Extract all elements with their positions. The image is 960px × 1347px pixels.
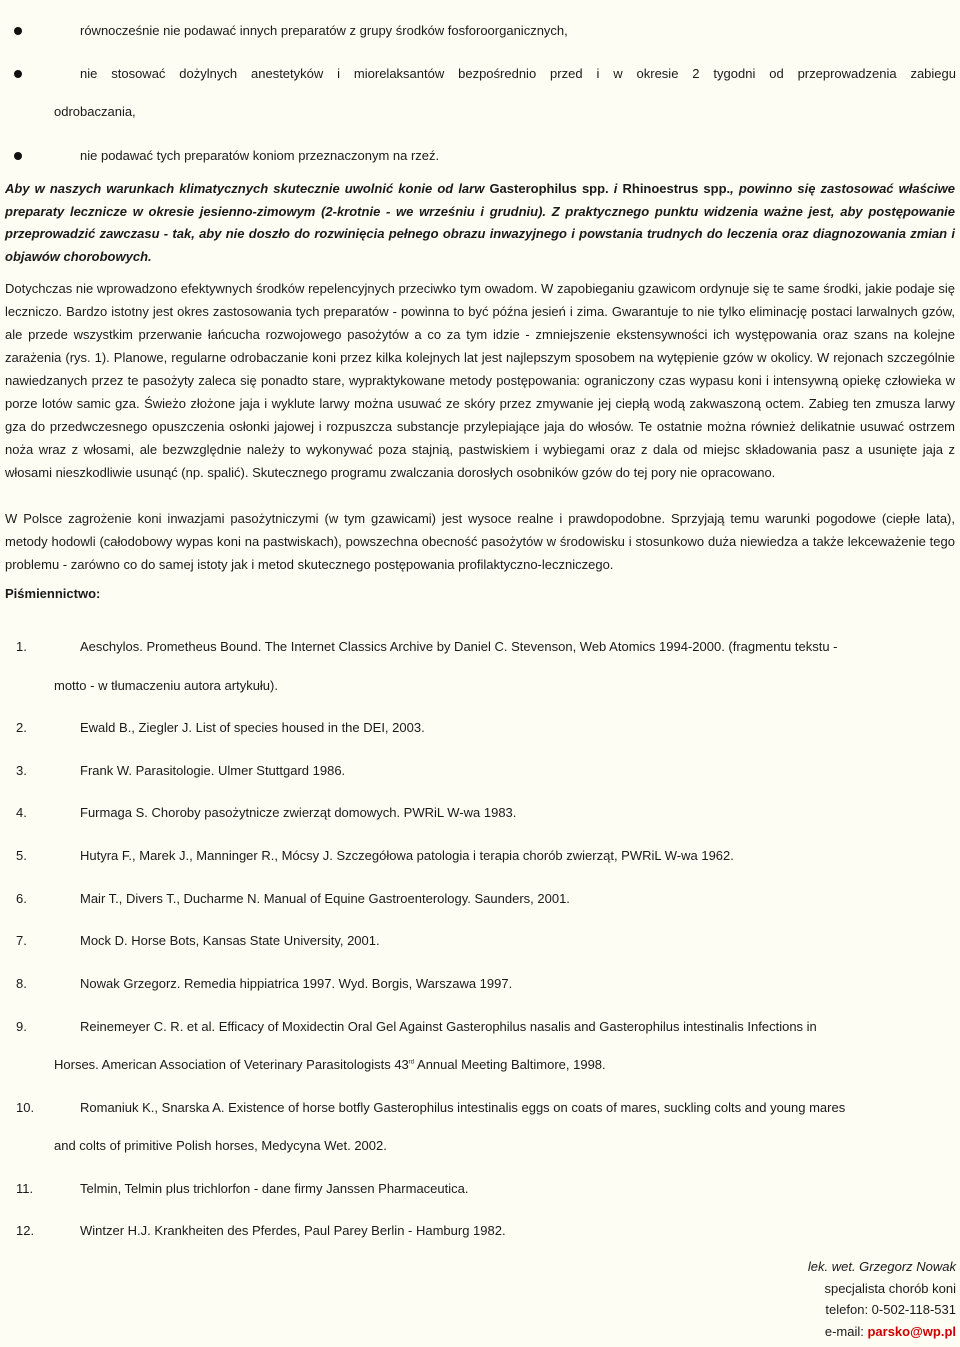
- reference-text: Frank W. Parasitologie. Ulmer Stuttgard 1986.: [80, 763, 346, 778]
- reference-text: motto - w tłumaczeniu autora artykułu).: [54, 678, 278, 693]
- paragraph-recommendation: [5, 178, 955, 268]
- reference-number: 7.: [16, 933, 27, 948]
- reference-text: Romaniuk K., Snarska A. Existence of horse botfly Gasterophilus intestinalis eggs on coats of mares, suckling colts and young mares: [80, 1100, 846, 1115]
- paragraph-poland: W Polsce zagrożenie koni inwazjami pasożytniczymi (w tym gzawicami) jest wysoce realne i prawdopodobne. Sprzyjają temu warunki pogodowe (ciepłe lata), metody hodowli (całodobowy wypas koni na pastwiskach), powszechna obecność pasożytów w środowisku i stosunkowo duża niewiedza a także lekceważenie tego problemu - zarówno co do samej istoty jak i metod skutecznego postępowania profilaktyczno-leczniczego.: [5, 511, 955, 572]
- reference-text: Mair T., Divers T., Ducharme N. Manual of Equine Gastroenterology. Saunders, 2001.: [80, 891, 570, 906]
- para-text: i: [608, 181, 623, 196]
- reference-text: Hutyra F., Marek J., Manninger R., Mócsy J. Szczegółowa patologia i terapia chorób zwierząt, PWRiL W-wa 1962.: [80, 848, 734, 863]
- reference-text: Telmin, Telmin plus trichlorfon - dane firmy Janssen Pharmaceutica.: [80, 1181, 469, 1196]
- ordinal-suffix: rd: [408, 1059, 415, 1066]
- reference-number: 2.: [16, 720, 27, 735]
- bullet-dot-icon: [14, 70, 22, 78]
- reference-text: and colts of primitive Polish horses, Medycyna Wet. 2002.: [54, 1138, 387, 1153]
- author-email: [808, 1321, 956, 1343]
- reference-number: 12.: [16, 1223, 35, 1238]
- bullet-text: nie podawać tych preparatów koniom przeznaczonym na rzeź.: [80, 148, 440, 163]
- author-name: lek. wet. Grzegorz Nowak: [807, 1259, 956, 1274]
- bullet-dot-icon: [14, 152, 22, 160]
- bullet-text: równocześnie nie podawać innych preparatów z grupy środków fosforoorganicznych,: [80, 23, 568, 38]
- species-name: Rhinoestrus spp.: [622, 181, 731, 196]
- para-text: , powinno się zastosować właściwe preparaty lecznicze w okresie jesienno-zimowym (2-krotnie - we wrześniu i grudniu). Z praktycznego punktu widzenia ważne jest, aby postępowanie przeprowadzić zawczasu - tak, aby nie doszło do rozwinięcia pełnego obrazu inwazyjnego i powstania trudnych do leczenia oraz diagnozowania zmian i objawów chorobowych.: [5, 181, 955, 264]
- reference-number: 6.: [16, 891, 27, 906]
- bullet-dot-icon: [14, 27, 22, 35]
- bullet-text-continuation: odrobaczania,: [54, 104, 136, 119]
- para-text: Aby w naszych warunkach klimatycznych skutecznie uwolnić konie od larw: [5, 181, 490, 196]
- author-role: specjalista chorób koni: [824, 1280, 956, 1296]
- reference-number: 1.: [16, 639, 27, 654]
- reference-number: 11.: [16, 1181, 34, 1196]
- reference-text: [54, 1057, 606, 1072]
- reference-number: 8.: [16, 976, 27, 991]
- paragraph-prevention: Dotychczas nie wprowadzono efektywnych środków repelencyjnych przeciwko tym owadom. W zapobieganiu gzawicom ordynuje się te same środki, jakie podaje się leczniczo. Bardzo istotny jest okres zastosowania tych preparatów - powinna to być późna jesień i zima. Gwarantuje to nie tylko eliminację postaci larwalnych gzów, ale przede wszystkim przerwanie łańcucha rozwojowego pasożytów a co za tym idzie - zmniejszenie ekstensywności ich występowania oraz szans na kolejne zarażenia (rys. 1). Planowe, regularne odrobaczanie koni przez kilka kolejnych lat jest najlepszym sposobem na wytępienie gzów w okolicy. W rejonach szczególnie nawiedzanych przez te pasożyty zaleca się ponadto stare, wypraktykowane metody postępowania: ograniczony czas wypasu koni i intensywną opiekę człowieka w porze lotów samic gza. Świeżo złożone jaja i wyklute larwy można usuwać ze skóry przez zmywanie jej ciepłą wodą zakwaszoną octem. Zabieg ten zmusza larwy gza do przedwczesnego opuszczenia osłonki jajowej i rozpuszcza substancje przylepiające jaja do włosów. Te ostatnie można również delikatnie usuwać ostrzem noża wraz z włosami, ale bezwzględnie należy to wykonywać poza stajnią, pastwiskiem i wybiegami oraz z dala od miejsc składowania pasz a usunięte jaja z włosami nieszkodliwie usunąć (np. spalić). Skutecznego programu zwalczania dorosłych osobników gzów do tej pory nie opracowano.: [5, 281, 955, 480]
- reference-text: Mock D. Horse Bots, Kansas State University, 2001.: [80, 933, 380, 948]
- email-link[interactable]: parsko@wp.pl: [867, 1323, 956, 1339]
- reference-number: 10.: [16, 1100, 35, 1115]
- author-signature: [808, 1256, 956, 1342]
- references-heading: Piśmiennictwo:: [5, 586, 101, 601]
- bullet-text: nie stosować dożylnych anestetyków i miorelaksantów bezpośrednio przed i w okresie 2 tygodni od przeprowadzenia zabiegu: [80, 66, 956, 81]
- reference-text: Aeschylos. Prometheus Bound. The Internet Classics Archive by Daniel C. Stevenson, Web Atomics 1994-2000. (fragmentu tekstu -: [80, 639, 838, 654]
- reference-number: 5.: [16, 848, 27, 863]
- email-label: e-mail:: [824, 1323, 868, 1339]
- reference-text: Nowak Grzegorz. Remedia hippiatrica 1997. Wyd. Borgis, Warszawa 1997.: [80, 976, 513, 991]
- reference-text: Furmaga S. Choroby pasożytnicze zwierząt domowych. PWRiL W-wa 1983.: [80, 805, 517, 820]
- reference-text: Wintzer H.J. Krankheiten des Pferdes, Paul Parey Berlin - Hamburg 1982.: [80, 1223, 506, 1238]
- reference-text: Ewald B., Ziegler J. List of species housed in the DEI, 2003.: [80, 720, 425, 735]
- reference-text-part: Annual Meeting Baltimore, 1998.: [414, 1057, 606, 1072]
- author-phone: telefon: 0-502-118-531: [825, 1302, 956, 1317]
- reference-number: 9.: [16, 1019, 27, 1034]
- reference-text: Reinemeyer C. R. et al. Efficacy of Moxidectin Oral Gel Against Gasterophilus nasalis and Gasterophilus intestinalis Infections in: [80, 1019, 817, 1034]
- reference-number: 3.: [16, 763, 27, 778]
- reference-number: 4.: [16, 805, 27, 820]
- reference-text-part: Horses. American Association of Veterinary Parasitologists 43: [54, 1057, 409, 1072]
- species-name: Gasterophilus spp.: [489, 181, 609, 196]
